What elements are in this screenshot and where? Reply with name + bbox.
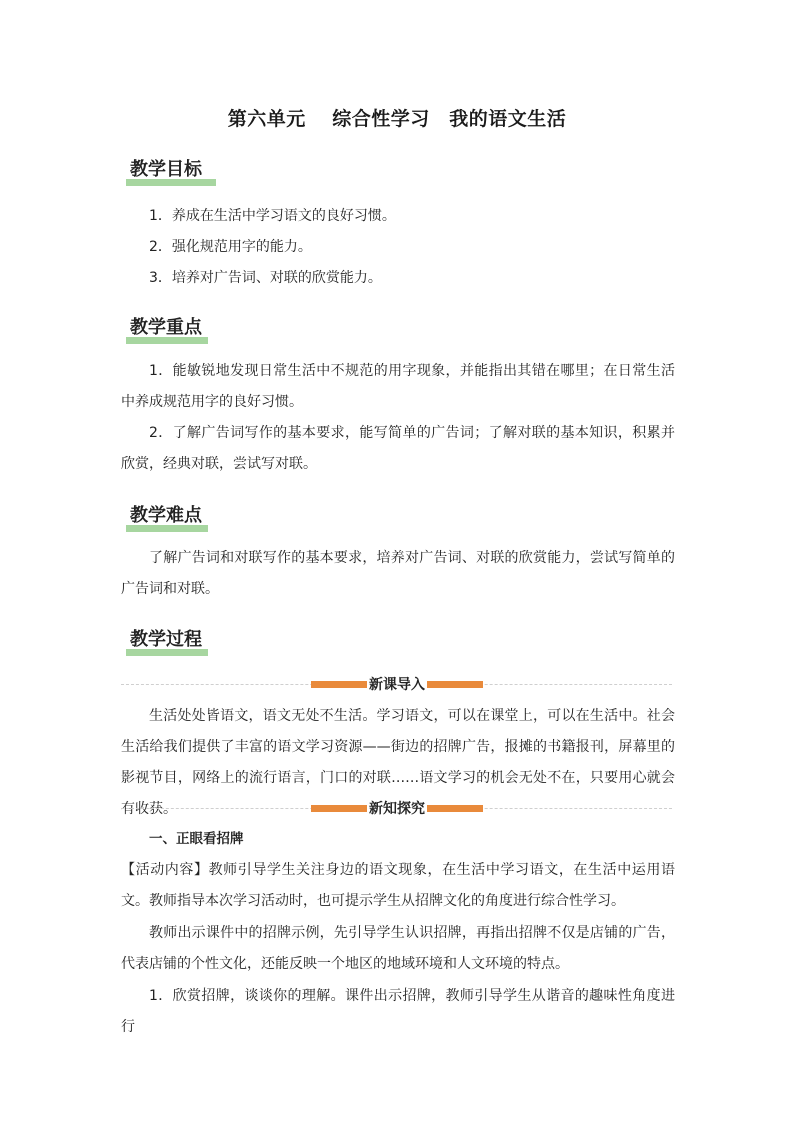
intro-text: 生活处处皆语文，语文无处不生活。学习语文，可以在课堂上，可以在生活中。社会生活给我们提供了丰富的语文学习资源——街边的招牌广告，报摊的书籍报刊，屏幕里的影视节目，网络上的流行语言，门口的对联……语文学习的机会无处不在，只要用心就会有收获。 <box>121 708 675 817</box>
divider-bar-right <box>427 681 483 688</box>
divider-label: 新课导入 <box>367 674 427 696</box>
key-point-1: 1．能敏锐地发现日常生活中不规范的用字现象，并能指出其错在哪里；在日常生活中养成规范用字的良好习惯。 <box>121 363 675 410</box>
section-heading-label: 教学重点 <box>130 317 202 338</box>
section-heading-key-points <box>126 316 206 344</box>
section-heading-goals <box>126 158 206 186</box>
difficulty-text: 了解广告词和对联写作的基本要求，培养对广告词、对联的欣赏能力，尝试写简单的广告词和对联。 <box>121 550 675 597</box>
goal-item-2: 2．强化规范用字的能力。 <box>149 239 312 255</box>
goal-item-1: 1．养成在生活中学习语文的良好习惯。 <box>149 208 396 224</box>
section-heading-process <box>126 628 206 656</box>
section-heading-label: 教学目标 <box>130 159 202 180</box>
document-title: 第六单元 综合性学习 我的语文生活 <box>227 108 567 130</box>
section-heading-label: 教学过程 <box>130 629 202 650</box>
divider-bar-left <box>311 805 367 812</box>
step1-text: 1．欣赏招牌，谈谈你的理解。课件出示招牌，教师引导学生从谐音的趣味性角度进行 <box>121 988 675 1035</box>
activity-text: 【活动内容】教师引导学生关注身边的语文现象，在生活中学习语文，在生活中运用语文。教师指导本次学习活动时，也可提示学生从招牌文化的角度进行综合性学习。 <box>121 862 675 909</box>
section-heading-label: 教学难点 <box>130 505 202 526</box>
divider-bar-left <box>311 681 367 688</box>
sub-heading-signboard: 一、正眼看招牌 <box>149 831 244 847</box>
divider-explore <box>121 798 672 820</box>
goal-item-3: 3．培养对广告词、对联的欣赏能力。 <box>149 270 382 286</box>
divider-bar-right <box>427 805 483 812</box>
divider-label: 新知探究 <box>367 798 427 820</box>
section-heading-difficulties <box>126 504 206 532</box>
key-point-2: 2．了解广告词写作的基本要求，能写简单的广告词；了解对联的基本知识，积累并欣赏，经典对联，尝试写对联。 <box>121 425 675 472</box>
example-text: 教师出示课件中的招牌示例，先引导学生认识招牌，再指出招牌不仅是店铺的广告，代表店铺的个性文化，还能反映一个地区的地域环境和人文环境的特点。 <box>121 925 675 972</box>
divider-new-lesson <box>121 674 672 696</box>
